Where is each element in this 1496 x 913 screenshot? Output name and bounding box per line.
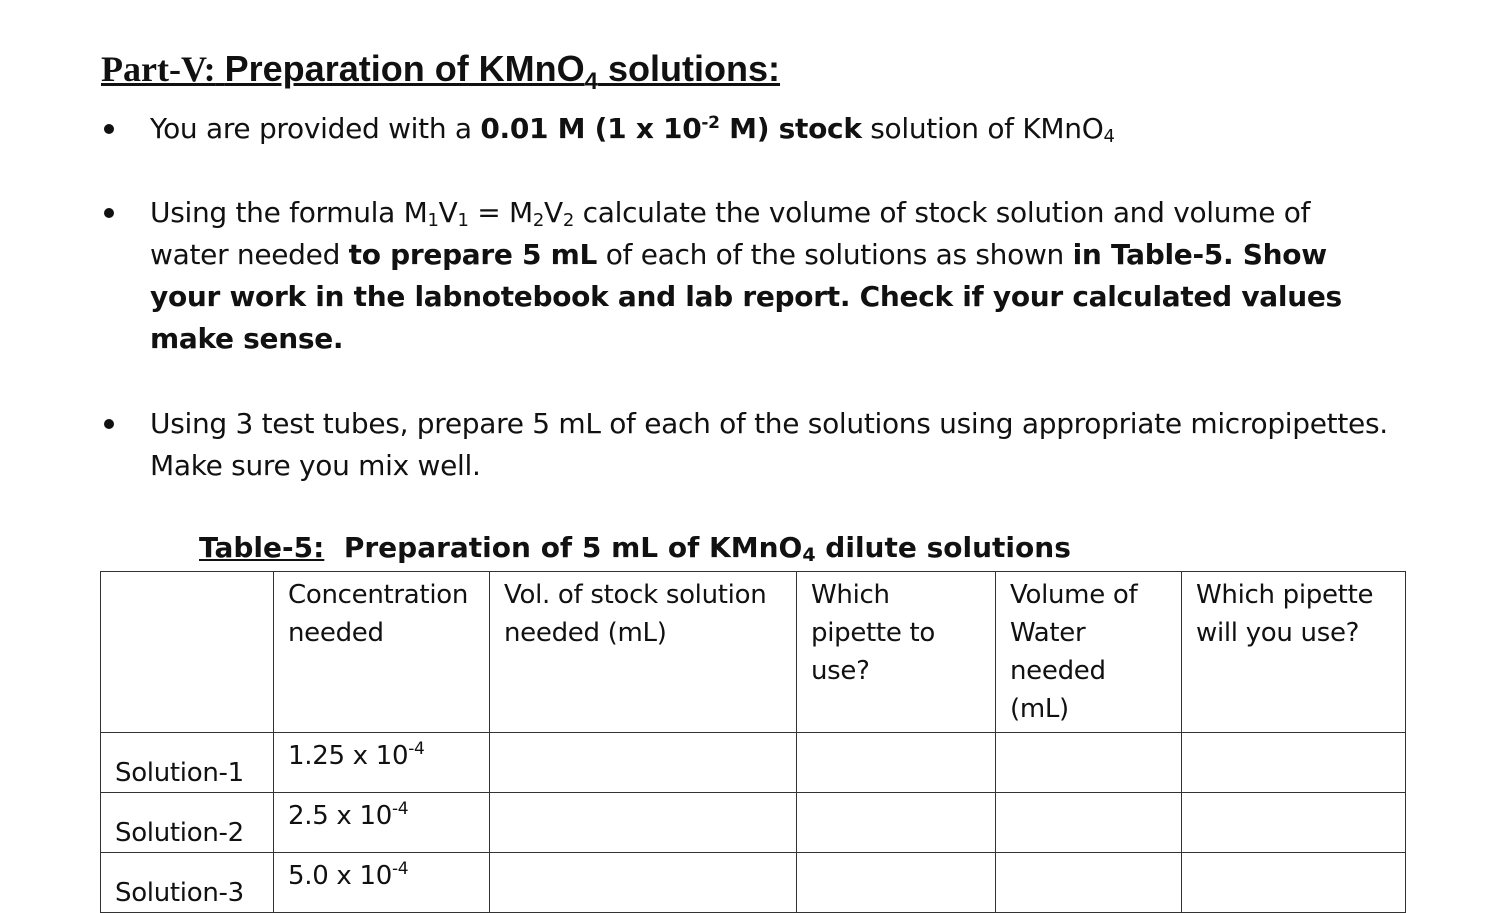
page-heading xyxy=(101,46,780,105)
concentration-cell: 1.25 x $10^{-4}$ xyxy=(274,733,490,793)
pipette-used-cell[interactable] xyxy=(1182,853,1406,913)
pipette-used-cell[interactable] xyxy=(1182,793,1406,853)
stock-volume-cell[interactable] xyxy=(490,853,797,913)
pipette-cell[interactable] xyxy=(797,793,996,853)
header-cell: Concentration needed xyxy=(274,572,490,733)
table-row xyxy=(101,793,1406,853)
bullet-icon xyxy=(104,419,114,429)
pipette-cell[interactable] xyxy=(797,853,996,913)
water-volume-cell[interactable] xyxy=(996,793,1182,853)
instruction-3: Using 3 test tubes, prepare 5 mL of each of the solutions using appropriate micropipettes. Make sure you mix well. xyxy=(150,407,1388,482)
water-volume-cell[interactable] xyxy=(996,853,1182,913)
heading-title: Preparation of KMnO$_4$ solutions: xyxy=(224,48,781,96)
heading-gap xyxy=(216,49,225,89)
table-row xyxy=(101,853,1406,913)
water-volume-cell[interactable] xyxy=(996,733,1182,793)
preparation-table xyxy=(100,571,1406,913)
solution-label: Solution-1 xyxy=(101,733,274,793)
bullet-icon xyxy=(104,208,114,218)
stock-volume-cell[interactable] xyxy=(490,793,797,853)
part-label: Part-V: xyxy=(101,49,216,89)
header-cell: Vol. of stock solution needed (mL) xyxy=(490,572,797,733)
instruction-1: You are provided with a 0.01 M (1 x $10^{-2}$ M) stock solution of KMnO$_4$ xyxy=(150,112,1115,147)
header-cell: Which pipette will you use? xyxy=(1182,572,1406,733)
solution-label: Solution-3 xyxy=(101,853,274,913)
instruction-2: Using the formula $M_1V_1 = M_2V_2$ calculate the volume of stock solution and volume of water needed to prepare 5 mL of each of the solutions as shown in Table-5. Show your work in the labnotebook and lab report. Check if your calculated values make sense. xyxy=(150,196,1342,355)
bullet-icon xyxy=(104,124,114,134)
concentration-cell: 5.0 x $10^{-4}$ xyxy=(274,853,490,913)
header-cell: Volume of Water needed (mL) xyxy=(996,572,1182,733)
solution-label: Solution-2 xyxy=(101,793,274,853)
table-header-row xyxy=(101,572,1406,733)
stock-volume-cell[interactable] xyxy=(490,733,797,793)
table-caption: Table-5: Preparation of 5 mL of KMnO$_4$ dilute solutions xyxy=(199,531,1071,566)
pipette-cell[interactable] xyxy=(797,733,996,793)
header-cell xyxy=(101,572,274,733)
concentration-cell: 2.5 x $10^{-4}$ xyxy=(274,793,490,853)
table-row xyxy=(101,733,1406,793)
header-cell: Which pipette to use? xyxy=(797,572,996,733)
pipette-used-cell[interactable] xyxy=(1182,733,1406,793)
